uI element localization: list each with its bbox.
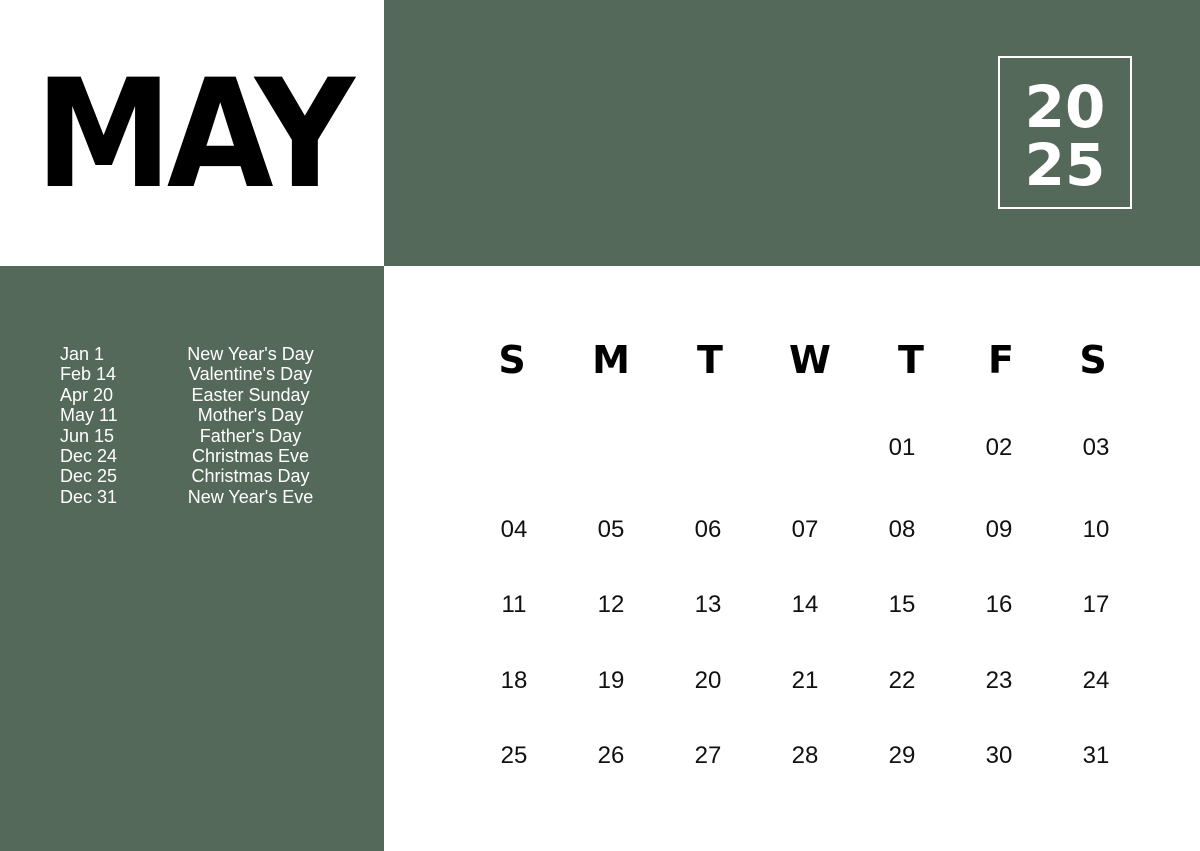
day-cell: 22 xyxy=(888,667,916,694)
year-box xyxy=(998,56,1132,209)
day-cell: 29 xyxy=(888,742,916,769)
day-cell: 31 xyxy=(1082,742,1110,769)
holiday-row xyxy=(60,466,330,486)
year-bottom: 25 xyxy=(1024,131,1106,199)
day-cell: 27 xyxy=(694,742,722,769)
day-cell: 04 xyxy=(500,516,528,543)
holiday-panel xyxy=(0,266,384,851)
holiday-date: Jan 1 xyxy=(60,344,105,364)
holiday-list xyxy=(60,344,330,507)
day-cell: 15 xyxy=(888,591,916,618)
holiday-date: Dec 25 xyxy=(60,466,118,487)
weekday-header-tuesday: T xyxy=(697,338,723,382)
day-cell: 30 xyxy=(985,742,1013,769)
holiday-name: New Year's Day xyxy=(187,344,314,364)
weekday-header-saturday: S xyxy=(1079,338,1107,382)
weekday-header-wednesday: W xyxy=(789,338,831,382)
holiday-date: Jun 15 xyxy=(60,425,115,446)
day-cell: 23 xyxy=(985,667,1013,694)
holiday-date: Apr 20 xyxy=(60,384,114,405)
day-cell: 11 xyxy=(501,591,527,618)
day-cell: 16 xyxy=(985,591,1013,618)
day-cell: 26 xyxy=(597,742,625,769)
day-cell: 08 xyxy=(888,516,916,543)
day-cell: 13 xyxy=(694,591,722,618)
month-panel xyxy=(0,0,384,266)
holiday-row xyxy=(60,344,330,364)
holiday-name: Christmas Day xyxy=(191,466,310,487)
holiday-row xyxy=(60,405,330,425)
day-cell: 05 xyxy=(597,516,625,543)
header-band xyxy=(384,0,1200,266)
day-cell: 10 xyxy=(1082,516,1110,543)
day-cell: 12 xyxy=(597,591,625,618)
day-cell: 01 xyxy=(888,434,916,461)
holiday-name: Father's Day xyxy=(199,425,302,446)
day-cell: 07 xyxy=(791,516,819,543)
holiday-name: Valentine's Day xyxy=(188,364,313,385)
holiday-date: May 11 xyxy=(60,405,118,426)
holiday-row xyxy=(60,426,330,446)
weekday-header-monday: M xyxy=(592,338,630,382)
holiday-date: Feb 14 xyxy=(60,364,117,385)
weekday-header-thursday: T xyxy=(898,338,924,382)
holiday-name: Easter Sunday xyxy=(191,384,310,405)
day-cell: 25 xyxy=(500,742,528,769)
holiday-date: Dec 24 xyxy=(60,445,118,466)
month-title: MAY xyxy=(35,48,350,222)
day-cell: 24 xyxy=(1082,667,1110,694)
weekday-header-friday: F xyxy=(988,338,1014,382)
day-cell: 18 xyxy=(500,667,528,694)
calendar-grid xyxy=(384,266,1200,851)
day-cell: 19 xyxy=(597,667,625,694)
day-cell: 02 xyxy=(985,434,1013,461)
day-cell: 28 xyxy=(791,742,819,769)
year-top: 20 xyxy=(1024,73,1106,141)
holiday-date: Dec 31 xyxy=(60,486,118,507)
weekday-header-sunday: S xyxy=(498,338,526,382)
day-cell: 14 xyxy=(791,591,819,618)
holiday-row xyxy=(60,364,330,384)
day-cell: 17 xyxy=(1082,591,1110,618)
day-cell: 06 xyxy=(694,516,722,543)
holiday-row xyxy=(60,385,330,405)
day-cell: 09 xyxy=(985,516,1013,543)
day-cell: 21 xyxy=(791,667,819,694)
holiday-row xyxy=(60,487,330,507)
holiday-name: New Year's Eve xyxy=(187,486,314,507)
holiday-name: Mother's Day xyxy=(197,405,304,426)
holiday-name: Christmas Eve xyxy=(191,445,310,466)
holiday-row xyxy=(60,446,330,466)
day-cell: 20 xyxy=(694,667,722,694)
day-cell: 03 xyxy=(1082,434,1110,461)
